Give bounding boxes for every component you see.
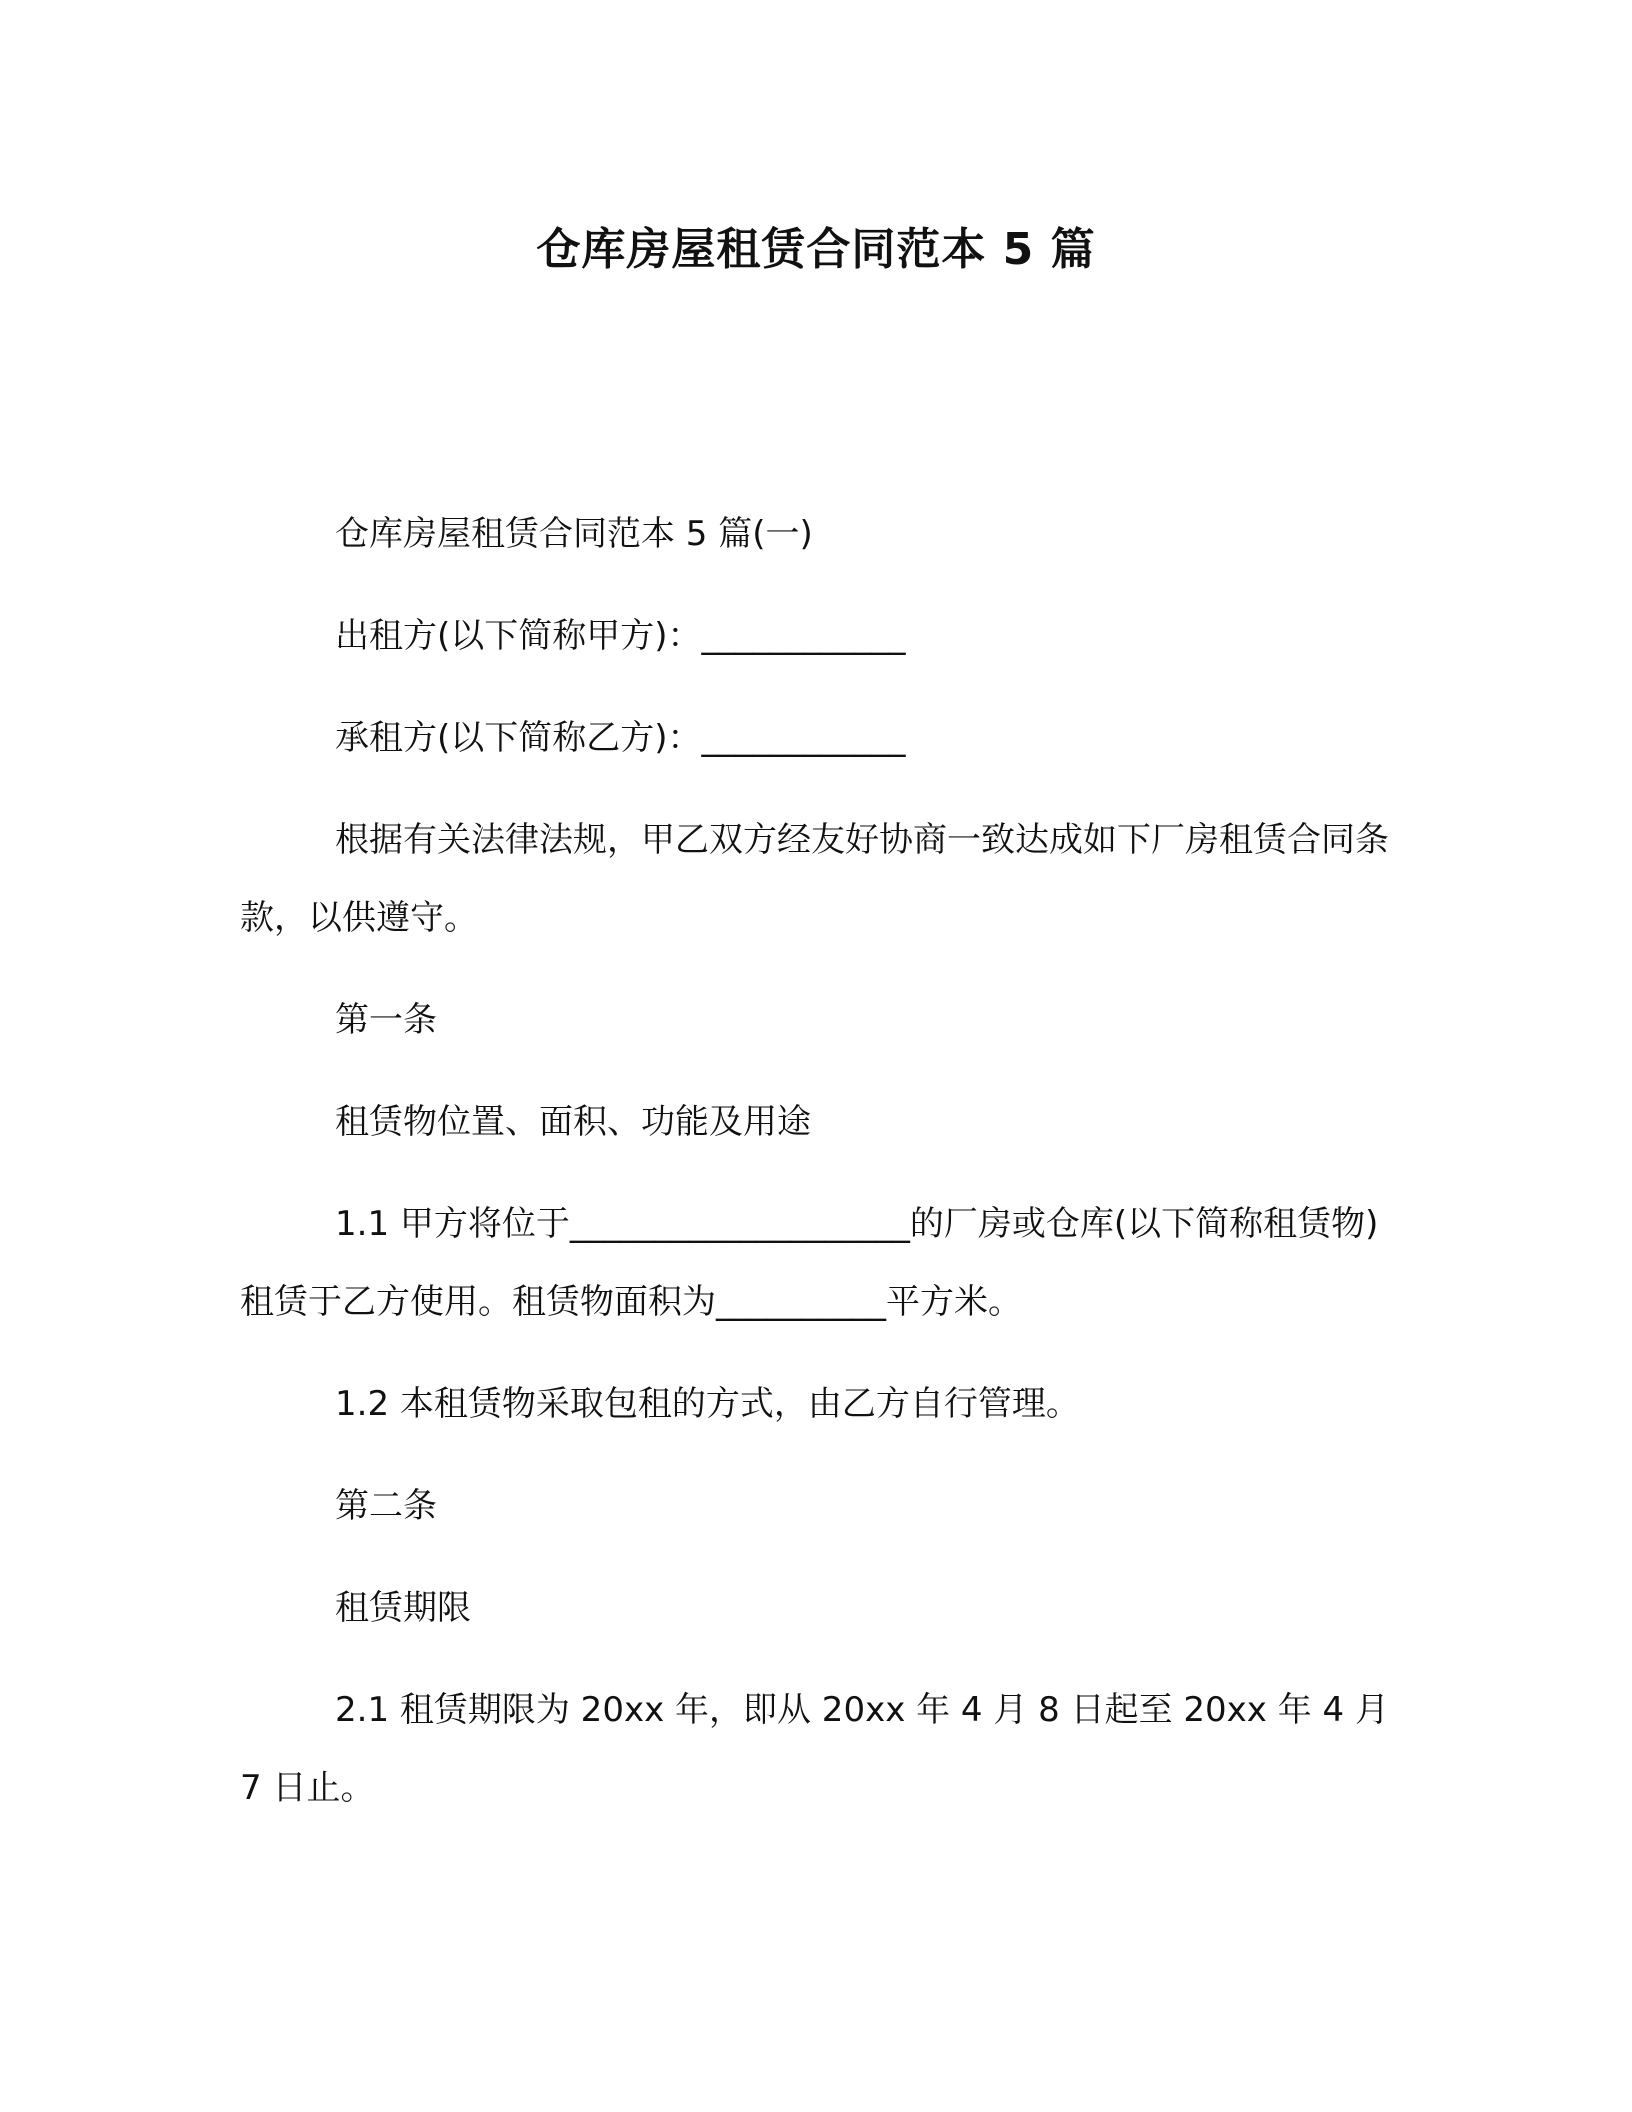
lessee-line: 承租方(以下简称乙方)：____________ xyxy=(335,718,906,758)
document-title: 仓库房屋租赁合同范本 5 篇 xyxy=(536,224,1096,275)
contract-subtitle: 仓库房屋租赁合同范本 5 篇(一) xyxy=(335,514,813,554)
clause-2-1: 2.1 租赁期限为 20xx 年，即从 20xx 年 4 月 8 日起至 20xx 年 4 月 7 日止。 xyxy=(240,1690,1389,1808)
article-2-title: 租赁期限 xyxy=(335,1588,471,1628)
article-2-heading: 第二条 xyxy=(335,1486,437,1526)
preamble-paragraph: 根据有关法律法规，甲乙双方经友好协商一致达成如下厂房租赁合同条款，以供遵守。 xyxy=(240,820,1389,938)
lessor-line: 出租方(以下简称甲方)：____________ xyxy=(335,616,906,656)
document-body xyxy=(240,495,1400,1851)
article-1-title: 租赁物位置、面积、功能及用途 xyxy=(335,1102,811,1142)
article-1-heading: 第一条 xyxy=(335,1000,437,1040)
clause-1-1: 1.1 甲方将位于____________________的厂房或仓库(以下简称租赁物)租赁于乙方使用。租赁物面积为__________平方米。 xyxy=(240,1204,1379,1322)
clause-1-2: 1.2 本租赁物采取包租的方式，由乙方自行管理。 xyxy=(335,1384,1080,1424)
